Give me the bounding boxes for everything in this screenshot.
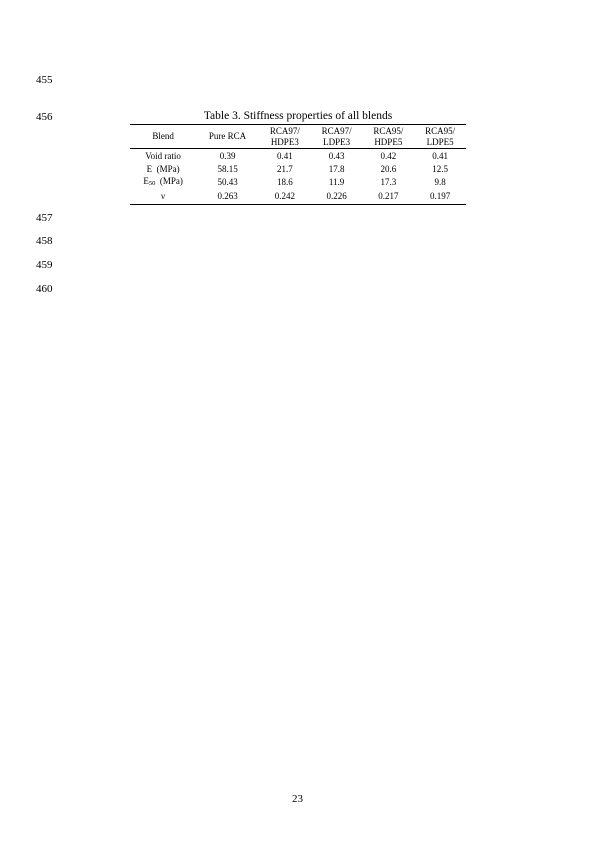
header-rca97-hdpe3: RCA97/ HDPE3 (269, 126, 300, 147)
header-rca95-hdpe5: RCA95/ HDPE5 (373, 126, 404, 147)
table-cell: 12.5 (432, 163, 448, 174)
stiffness-table (130, 124, 466, 205)
table-cell: 50.43 (217, 177, 238, 188)
row-label: $E_{50}$ (MPa) (143, 175, 183, 187)
subscript: 50 (148, 179, 156, 187)
table-row (130, 149, 466, 163)
line-number-456: 456 (36, 111, 53, 123)
table-cell: 9.8 (434, 177, 446, 188)
table-caption: Table 3. Stiffness properties of all blends (203, 110, 393, 122)
table-cell: 21.7 (276, 163, 293, 174)
table-cell: 11.9 (328, 177, 345, 188)
row-label: Void ratio (145, 151, 181, 162)
table-cell: 0.263 (217, 190, 238, 201)
table-row (130, 163, 466, 175)
table-cell: 0.197 (429, 190, 451, 201)
table-cell: 0.41 (432, 151, 448, 162)
page-number: 23 (292, 793, 303, 805)
table-cell: 58.15 (217, 163, 238, 174)
row-label: ν (161, 190, 166, 201)
table-row (130, 190, 466, 204)
line-number-460: 460 (36, 283, 53, 295)
table-cell: 0.43 (328, 151, 345, 162)
line-number-455: 455 (36, 74, 53, 86)
line-number-459: 459 (36, 259, 53, 271)
line-number-458: 458 (36, 235, 53, 247)
table-cell: 18.6 (276, 177, 293, 188)
table-cell: 0.39 (219, 151, 236, 162)
row-label: E (MPa) (146, 163, 180, 174)
header-rca95-ldpe5: RCA95/ LDPE5 (425, 126, 456, 147)
table-cell: 0.42 (380, 151, 397, 162)
table-cell: 17.8 (328, 163, 345, 174)
table-cell: 0.226 (326, 190, 347, 201)
header-blend: Blend (152, 131, 174, 142)
table-row (130, 175, 466, 190)
table-cell: 0.242 (274, 190, 295, 201)
header-rca97-ldpe3: RCA97/ LDPE3 (321, 126, 352, 147)
table-cell: 0.217 (378, 190, 399, 201)
table-header-row (130, 125, 466, 149)
table-cell: 0.41 (276, 151, 293, 162)
line-number-457: 457 (36, 212, 53, 224)
table-cell: 17.3 (380, 177, 397, 188)
table-cell: 20.6 (380, 163, 397, 174)
header-pure-rca: Pure RCA (208, 131, 247, 142)
